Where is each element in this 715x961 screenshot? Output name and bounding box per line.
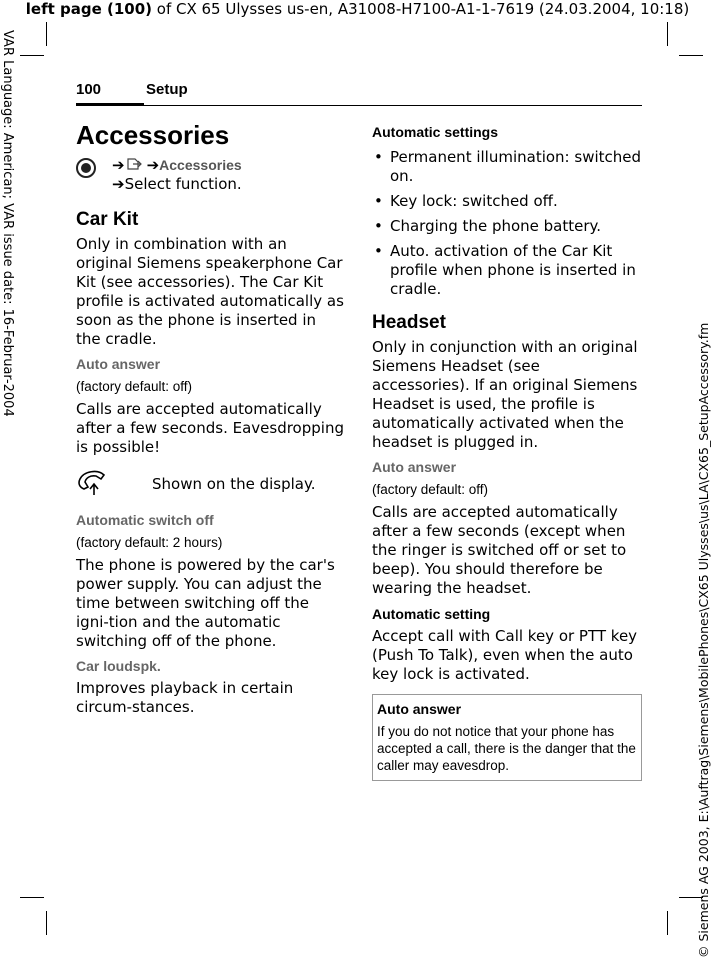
accessories-heading: Accessories (76, 120, 230, 150)
list-item: • Charging the phone battery. (372, 217, 642, 236)
car-loudspk-text: Improves playback in certain circum-stances. (76, 679, 294, 716)
automatic-settings-list (372, 148, 642, 299)
list-item: • Permanent illumination: switched on. (372, 148, 642, 186)
automatic-setting-label: Automatic setting (372, 606, 491, 622)
car-kit-auto-answer-default: (factory default: off) (76, 379, 193, 394)
menu-path (76, 156, 344, 196)
page-header (76, 81, 642, 107)
crop-mark (20, 55, 44, 56)
auto-switch-off-text: The phone is powered by the car's power supply. You can adjust the time between switching off the igni-tion and the automatic switching off of the phone. (76, 556, 335, 650)
headset-title: Headset (372, 312, 446, 333)
car-loudspk-label: Car loudspk. (76, 658, 161, 674)
auto-switch-off-default: (factory default: 2 hours) (76, 535, 223, 550)
margin-left-note (0, 0, 16, 961)
list-item: • Key lock: switched off. (372, 192, 642, 211)
crop-mark (667, 22, 668, 46)
note-box-title: Auto answer (377, 701, 462, 717)
menu-path-line2: ➔Select function. (112, 175, 242, 193)
crop-mark (46, 22, 47, 46)
left-column (76, 118, 344, 717)
crop-mark (667, 911, 668, 935)
print-header (0, 0, 715, 18)
phone-hook-icon (76, 467, 110, 500)
print-header-rest: of CX 65 Ulysses us-en, A31008-H7100-A1-1-7619 (24.03.2004, 10:18) (152, 0, 690, 18)
automatic-setting-text: Accept call with Call key or PTT key (Push To Talk), even when the auto key lock is activated. (372, 627, 638, 683)
arrow-icon: ➔ (112, 156, 125, 174)
note-box-text: If you do not notice that your phone has accepted a call, there is the danger that the caller may eavesdrop. (377, 724, 636, 773)
print-header-bold: left page (100) (25, 0, 152, 18)
headset-intro: Only in conjunction with an original Siemens Headset (see accessories). If an original Siemens Headset is used, the profile is automatically activated when the headset is plugged in. (372, 338, 638, 451)
page-number: 100 (76, 81, 102, 98)
margin-right-text: © Siemens AG 2003, E:\Auftrag\Siemens\MobilePhones\CX65 Ulysses\us\LA\CX65_SetupAccessory.fm (696, 322, 711, 958)
car-kit-title: Car Kit (76, 209, 139, 230)
headset-auto-answer-text: Calls are accepted automatically after a few seconds (except when the ringer is switched off or set to beep). You should therefore be wearing the headset. (372, 503, 627, 597)
arrow-icon: ➔ (146, 156, 160, 174)
display-icon-text: Shown on the display. (152, 475, 316, 493)
auto-answer-note-box (372, 694, 642, 781)
crop-mark (46, 911, 47, 935)
headset-auto-answer-default: (factory default: off) (372, 482, 489, 497)
setup-menu-icon (125, 156, 147, 172)
auto-switch-off-label: Automatic switch off (76, 512, 214, 528)
menu-item-accessories: Accessories (159, 157, 242, 173)
page-section-title: Setup (146, 81, 188, 98)
automatic-settings-label: Automatic settings (372, 124, 499, 140)
car-kit-intro: Only in combination with an original Siemens speakerphone Car Kit (see accessories). The Car Kit profile is activated automatically as soon as the phone is inserted in the cradle. (76, 235, 344, 348)
nav-key-icon (76, 158, 96, 178)
margin-left-text: VAR Language: American; VAR issue date: 16-Februar-2004 (0, 30, 15, 417)
crop-mark (679, 55, 703, 56)
header-rule (76, 105, 642, 106)
headset-auto-answer-label: Auto answer (372, 459, 457, 475)
right-column (372, 118, 642, 781)
car-kit-auto-answer-text: Calls are accepted automatically after a few seconds. Eavesdropping is possible! (76, 400, 344, 456)
crop-mark (20, 897, 44, 898)
display-icon-row (76, 467, 344, 501)
menu-path-line1 (112, 156, 242, 175)
list-item: • Auto. activation of the Car Kit profile when phone is inserted in cradle. (372, 242, 642, 299)
car-kit-auto-answer-label: Auto answer (76, 356, 161, 372)
